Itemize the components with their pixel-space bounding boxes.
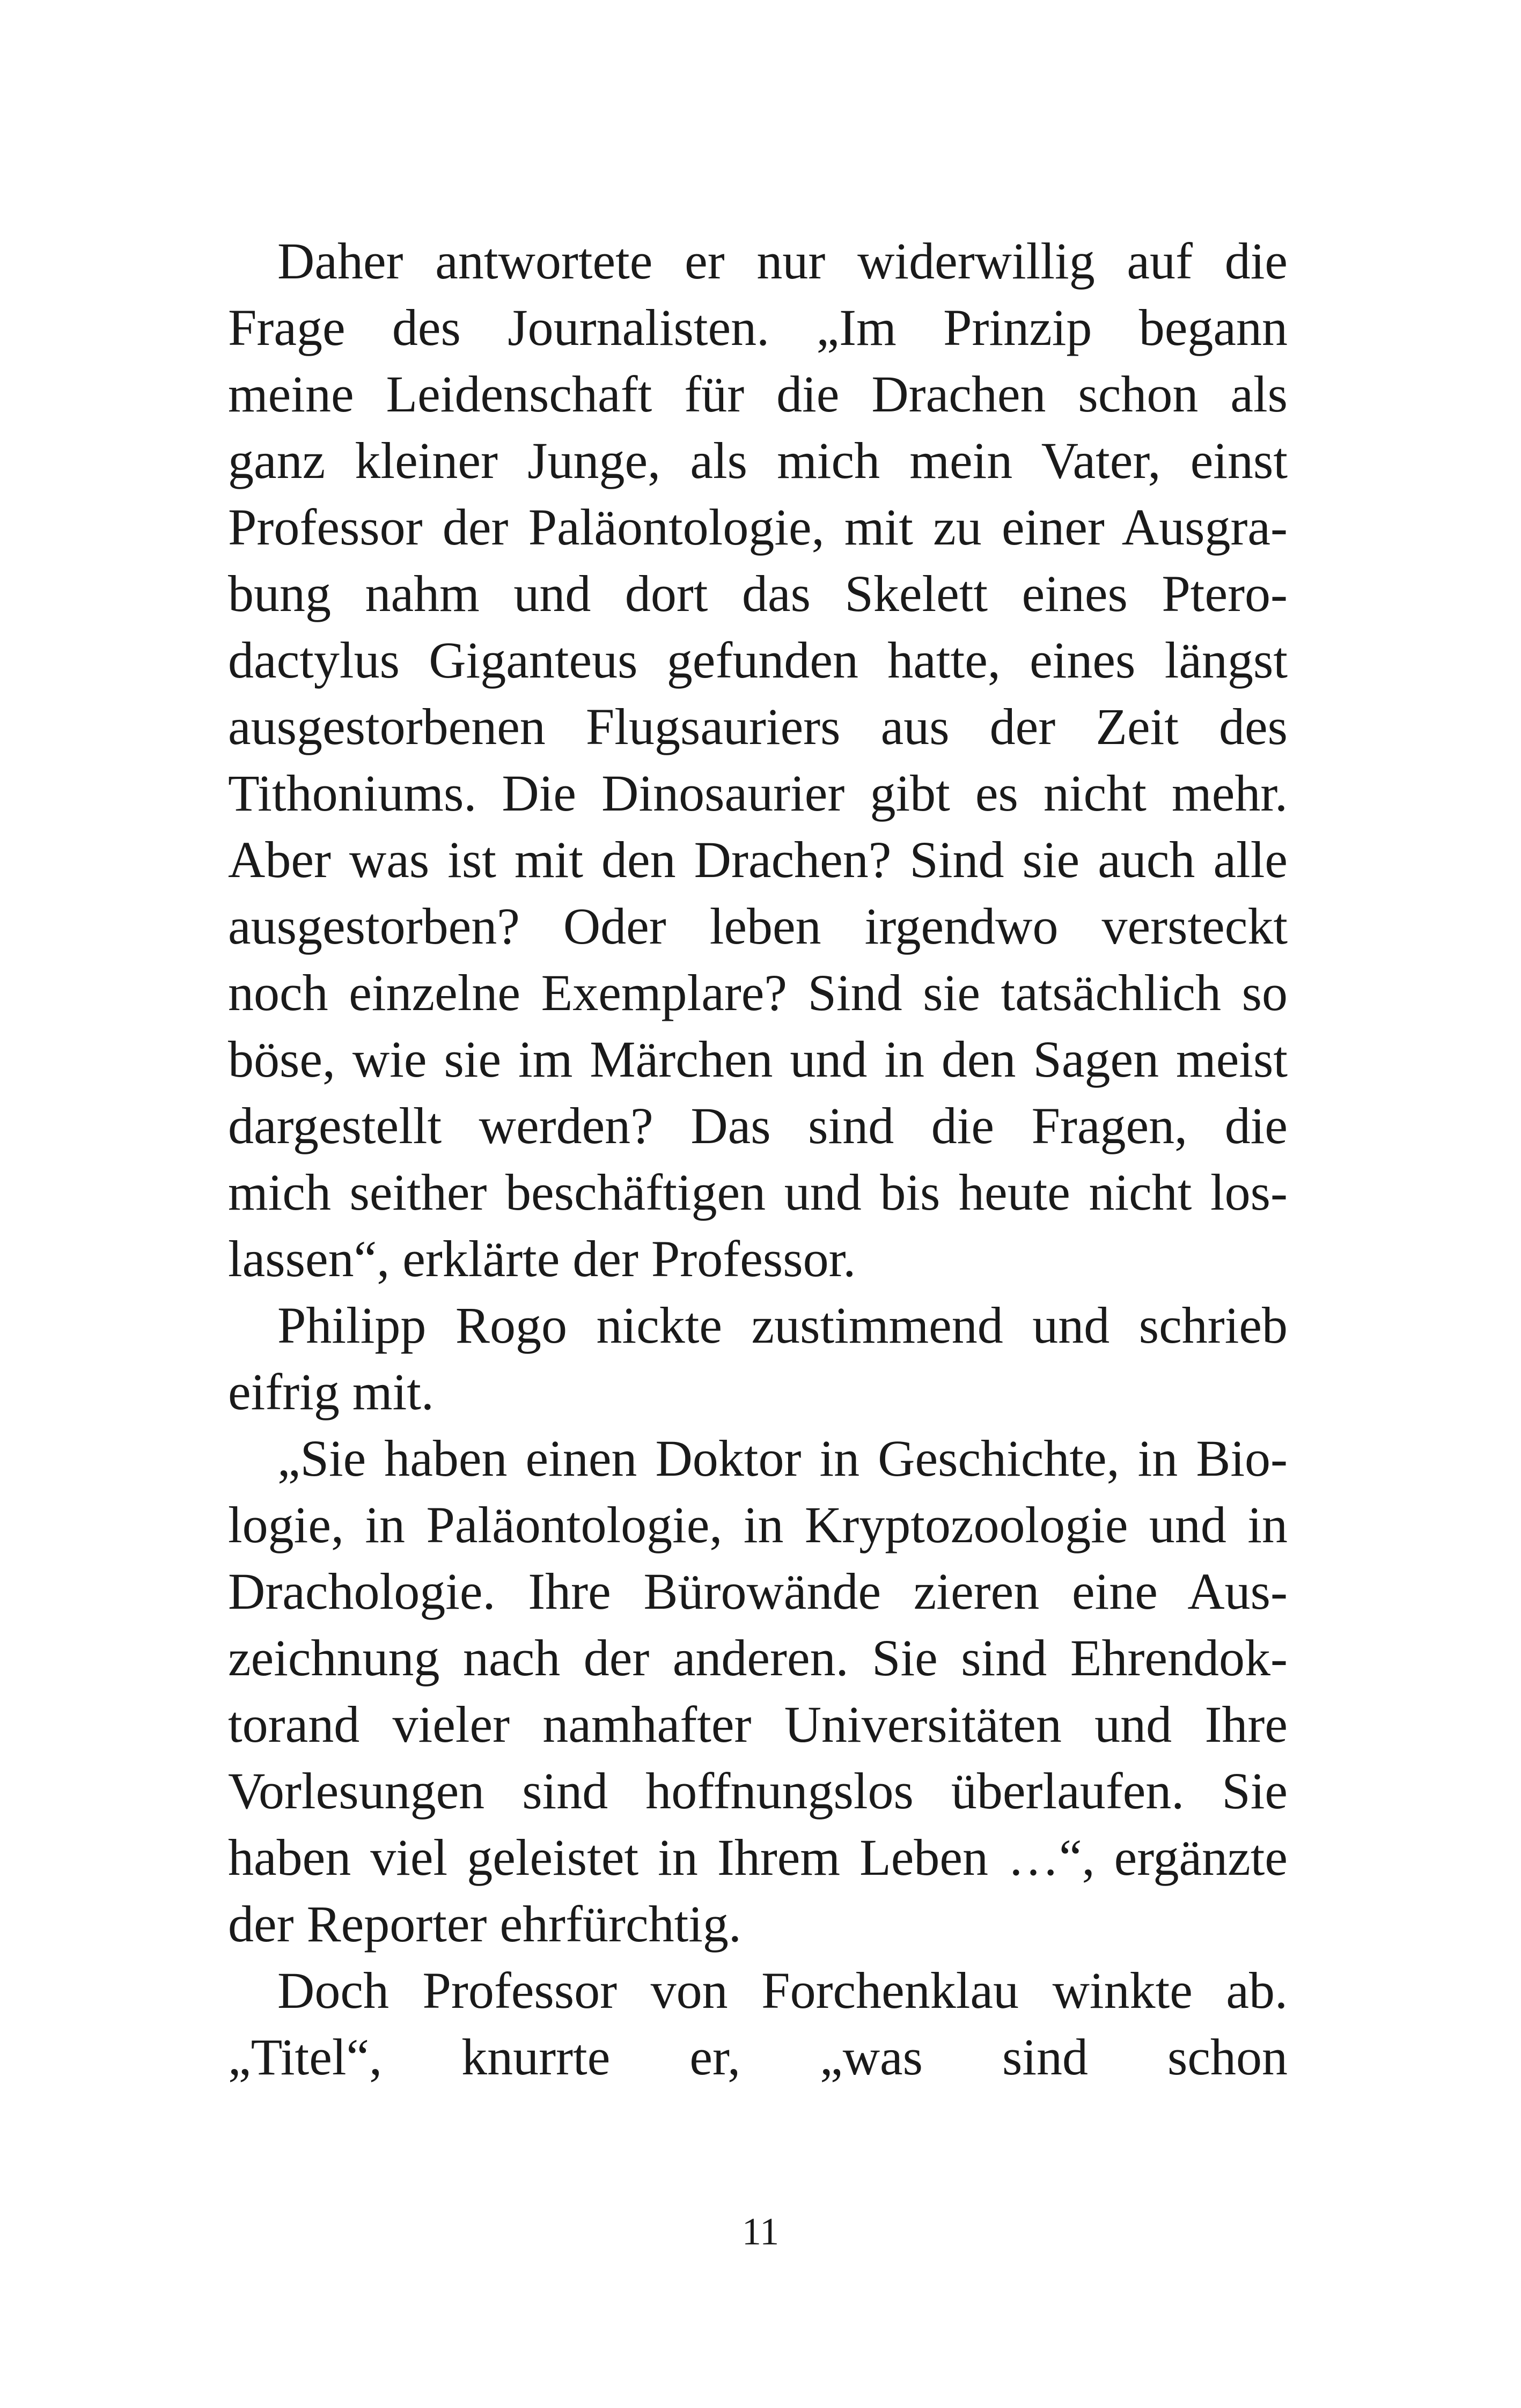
text-line: torand vieler namhafter Universitäten und Ihre bbox=[228, 1696, 1288, 1753]
text-line: Tithoniums. Die Dinosaurier gibt es nicht mehr. bbox=[228, 764, 1288, 822]
text-line: der Reporter ehrfürchtig. bbox=[228, 1895, 741, 1953]
text-line: dargestellt werden? Das sind die Fragen, die bbox=[228, 1097, 1288, 1154]
text-line: Daher antwortete er nur widerwillig auf die bbox=[277, 232, 1288, 290]
text-line: Doch Professor von Forchenklau winkte ab. bbox=[277, 1962, 1288, 2019]
text-line: Vorlesungen sind hoffnungslos überlaufen. Sie bbox=[228, 1762, 1288, 1820]
text-line: Professor der Paläontologie, mit zu einer Ausgra- bbox=[228, 498, 1288, 556]
text-line: dactylus Giganteus gefunden hatte, eines längst bbox=[228, 631, 1288, 689]
text-line: eifrig mit. bbox=[228, 1363, 434, 1420]
text-line: bung nahm und dort das Skelett eines Ptero- bbox=[228, 565, 1288, 622]
text-line: zeichnung nach der anderen. Sie sind Ehrendok- bbox=[228, 1629, 1288, 1687]
text-line: Aber was ist mit den Drachen? Sind sie auch alle bbox=[228, 831, 1288, 888]
text-line: lassen“, erklärte der Professor. bbox=[228, 1230, 856, 1287]
text-line: ausgestorben? Oder leben irgendwo versteckt bbox=[228, 897, 1288, 955]
text-line: ausgestorbenen Flugsauriers aus der Zeit des bbox=[228, 698, 1288, 755]
text-line: „Sie haben einen Doktor in Geschichte, in Bio- bbox=[277, 1430, 1288, 1487]
text-line: Drachologie. Ihre Bürowände zieren eine Aus- bbox=[228, 1563, 1288, 1620]
text-line: haben viel geleistet in Ihrem Leben …“, ergänzte bbox=[228, 1829, 1288, 1886]
text-line: noch einzelne Exemplare? Sind sie tatsächlich so bbox=[228, 964, 1288, 1021]
page-number: 11 bbox=[741, 2210, 780, 2253]
text-line: meine Leidenschaft für die Drachen schon als bbox=[228, 365, 1288, 423]
text-line: böse, wie sie im Märchen und in den Sagen meist bbox=[228, 1030, 1288, 1088]
text-line: mich seither beschäftigen und bis heute nicht los- bbox=[228, 1164, 1288, 1221]
text-line: Frage des Journalisten. „Im Prinzip begann bbox=[228, 299, 1288, 356]
body-text bbox=[228, 228, 1288, 2090]
text-line: ganz kleiner Junge, als mich mein Vater, einst bbox=[228, 432, 1288, 489]
text-line: logie, in Paläontologie, in Kryptozoologie und in bbox=[228, 1496, 1288, 1553]
text-line: Philipp Rogo nickte zustimmend und schrieb bbox=[277, 1297, 1288, 1354]
text-line: „Titel“, knurrte er, „was sind schon bbox=[228, 2028, 1288, 2086]
